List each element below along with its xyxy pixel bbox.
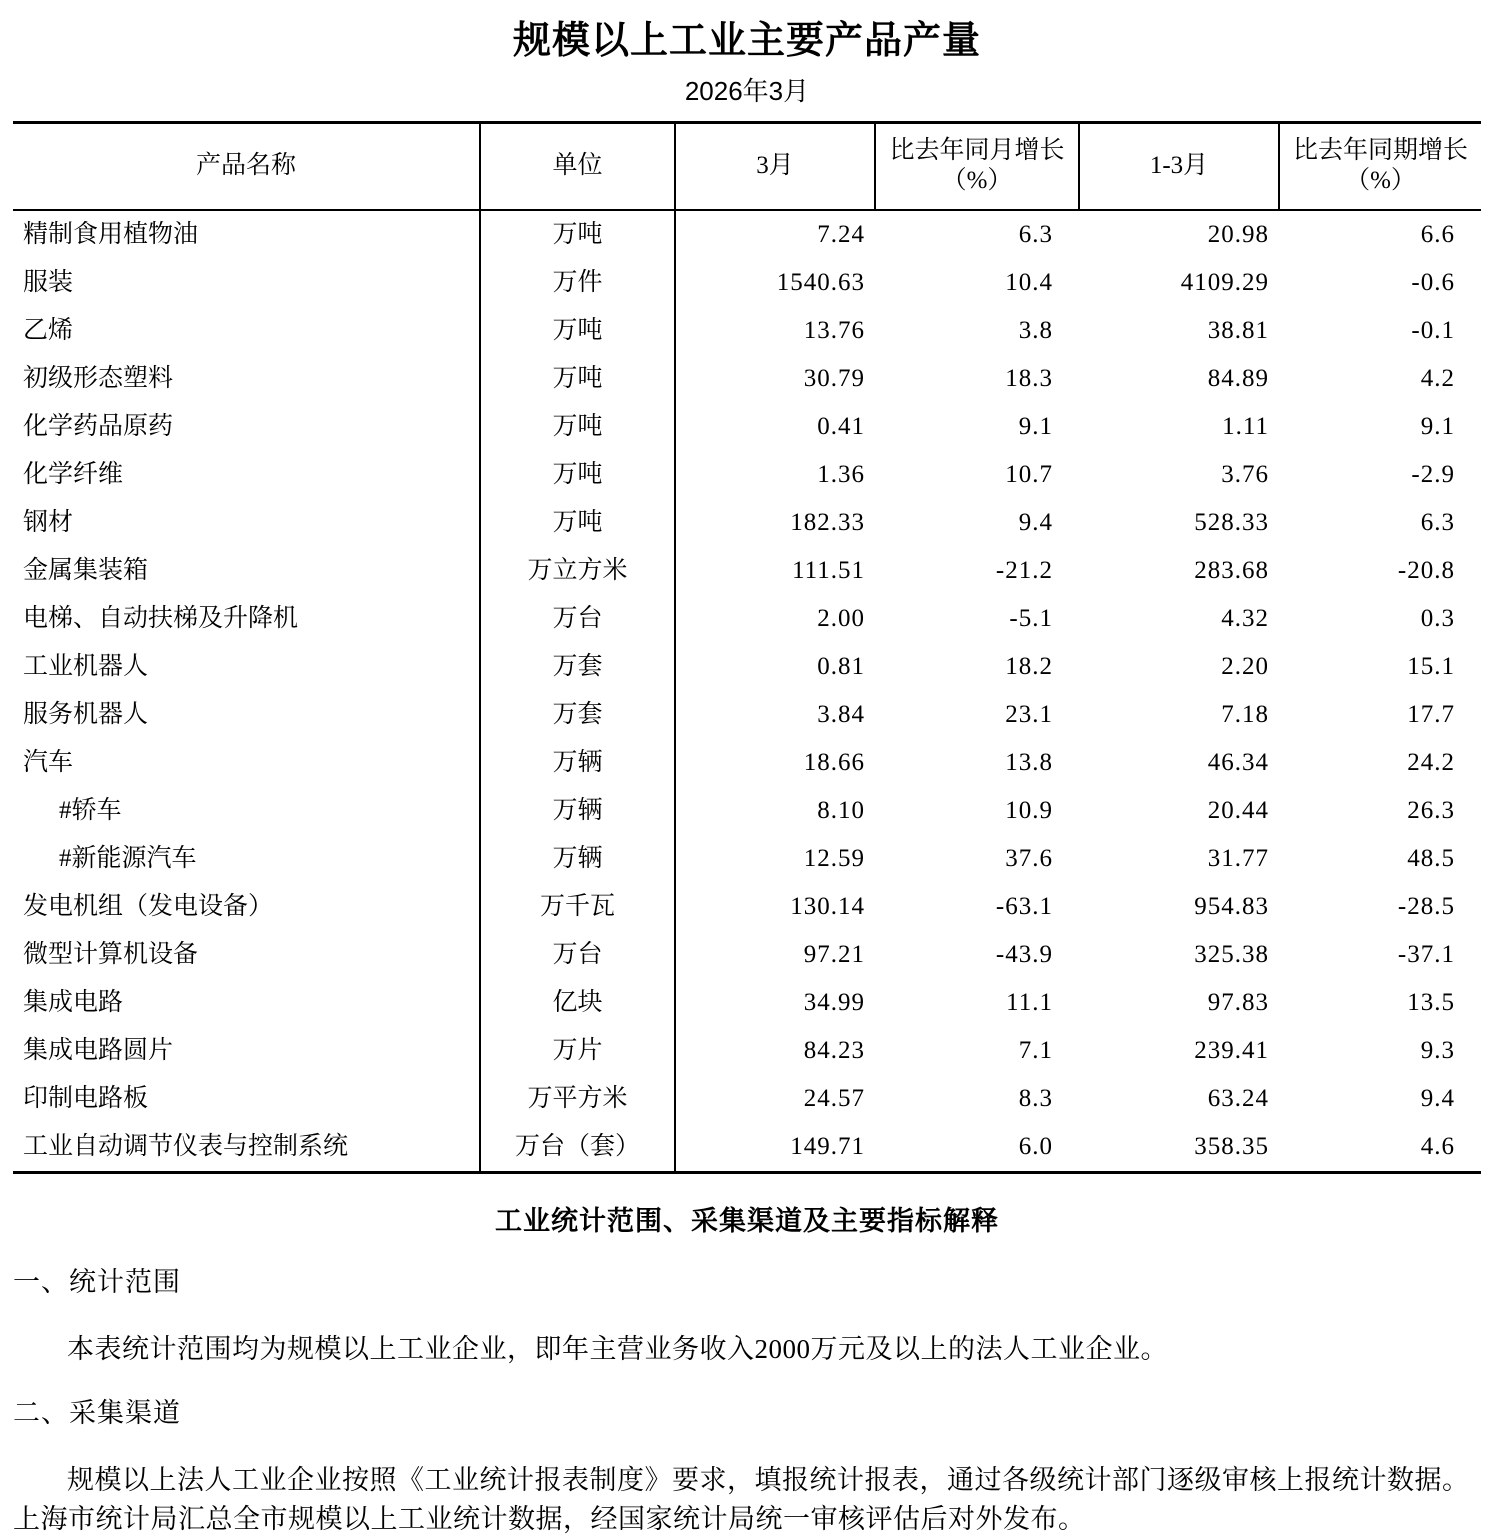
cell-product-name: 印制电路板 — [23, 1085, 149, 1113]
cell-cumulative-growth: -37.1 — [1397, 941, 1455, 969]
cell-cumulative-growth: 0.3 — [1420, 605, 1455, 633]
cell-cumulative-growth: -0.6 — [1411, 269, 1455, 297]
table-header-row — [13, 122, 1481, 210]
cell-unit: 亿块 — [480, 979, 675, 1027]
cell-month: 182.33 — [790, 509, 865, 537]
cell-unit: 万吨 — [480, 355, 675, 403]
table-row — [13, 547, 1481, 595]
table-body — [13, 210, 1481, 1173]
cell-unit: 万吨 — [480, 403, 675, 451]
notes-section2-body: 规模以上法人工业企业按照《工业统计报表制度》要求，填报统计报表，通过各级统计部门逐级审核上报统计数据。上海市统计局汇总全市规模以上工业统计数据，经国家统计局统一审核评估后对外发布。 — [13, 1465, 1470, 1534]
production-table-wrapper — [13, 121, 1481, 1174]
cell-cumulative-growth: -0.1 — [1411, 317, 1455, 345]
cell-product-name: 金属集装箱 — [23, 557, 149, 585]
cell-unit: 万千瓦 — [480, 883, 675, 931]
notes-section — [0, 1204, 1494, 1538]
cell-month-growth: 7.1 — [1018, 1037, 1053, 1065]
table-row — [13, 1027, 1481, 1075]
table-row — [13, 403, 1481, 451]
cell-cumulative: 528.33 — [1194, 509, 1269, 537]
cell-product-name: 化学纤维 — [23, 461, 124, 489]
table-row — [13, 979, 1481, 1027]
cell-cumulative-growth: -2.9 — [1411, 461, 1455, 489]
cell-month-growth: -21.2 — [995, 557, 1053, 585]
cell-month: 111.51 — [792, 557, 865, 585]
cell-month-growth: 10.9 — [1005, 797, 1053, 825]
cell-unit: 万辆 — [480, 835, 675, 883]
cell-cumulative-growth: 9.1 — [1420, 413, 1455, 441]
cell-month: 18.66 — [803, 749, 865, 777]
cell-product-name: 发电机组（发电设备） — [23, 893, 274, 921]
cell-cumulative-growth: 48.5 — [1407, 845, 1455, 873]
cell-month: 0.41 — [817, 413, 865, 441]
column-header-month-growth: 比去年同月增长（%） — [875, 122, 1079, 210]
cell-product-name: 服务机器人 — [23, 701, 149, 729]
cell-cumulative: 325.38 — [1194, 941, 1269, 969]
cell-unit: 万吨 — [480, 499, 675, 547]
cell-month: 1.36 — [817, 461, 865, 489]
cell-month-growth: 10.7 — [1005, 461, 1053, 489]
cell-unit: 万台（套） — [480, 1123, 675, 1173]
notes-title: 工业统计范围、采集渠道及主要指标解释 — [495, 1205, 999, 1236]
cell-cumulative-growth: 24.2 — [1407, 749, 1455, 777]
cell-month: 34.99 — [803, 989, 865, 1017]
table-row — [13, 739, 1481, 787]
cell-month: 84.23 — [803, 1037, 865, 1065]
cell-unit: 万吨 — [480, 451, 675, 499]
table-row — [13, 307, 1481, 355]
cell-cumulative: 239.41 — [1194, 1037, 1269, 1065]
cell-month: 24.57 — [803, 1085, 865, 1113]
cell-cumulative-growth: 9.4 — [1420, 1085, 1455, 1113]
cell-unit: 万辆 — [480, 787, 675, 835]
cell-unit: 万平方米 — [480, 1075, 675, 1123]
cell-unit: 万吨 — [480, 210, 675, 259]
cell-month-growth: 23.1 — [1005, 701, 1053, 729]
cell-product-name: 微型计算机设备 — [23, 941, 199, 969]
cell-month: 0.81 — [817, 653, 865, 681]
cell-cumulative: 63.24 — [1207, 1085, 1269, 1113]
cell-product-name: 乙烯 — [23, 317, 74, 345]
cell-unit: 万件 — [480, 259, 675, 307]
cell-cumulative-growth: 26.3 — [1407, 797, 1455, 825]
cell-month: 130.14 — [790, 893, 865, 921]
cell-month-growth: -5.1 — [1009, 605, 1053, 633]
cell-unit: 万台 — [480, 595, 675, 643]
cell-product-name: #新能源汽车 — [59, 845, 197, 873]
table-row — [13, 451, 1481, 499]
table-header — [13, 122, 1481, 210]
cell-month-growth: 11.1 — [1006, 989, 1053, 1017]
cell-cumulative-growth: 4.6 — [1279, 1123, 1481, 1173]
cell-month: 1540.63 — [776, 269, 865, 297]
production-table — [13, 121, 1481, 1174]
table-row — [13, 835, 1481, 883]
cell-cumulative: 2.20 — [1221, 653, 1269, 681]
cell-product-name: 工业机器人 — [23, 653, 149, 681]
column-header-cumulative-growth: 比去年同期增长（%） — [1279, 122, 1481, 210]
table-row — [13, 1123, 1481, 1173]
cell-unit: 万吨 — [480, 307, 675, 355]
table-row — [13, 259, 1481, 307]
column-header-name: 产品名称 — [13, 122, 480, 210]
cell-unit: 万片 — [480, 1027, 675, 1075]
table-row — [13, 355, 1481, 403]
cell-cumulative-growth: -20.8 — [1397, 557, 1455, 585]
cell-cumulative: 954.83 — [1194, 893, 1269, 921]
cell-cumulative: 20.98 — [1207, 221, 1269, 249]
cell-cumulative: 4109.29 — [1180, 269, 1269, 297]
table-row — [13, 883, 1481, 931]
cell-product-name: 初级形态塑料 — [23, 365, 174, 393]
cell-month: 8.10 — [817, 797, 865, 825]
cell-cumulative-growth: 6.6 — [1420, 221, 1455, 249]
cell-month: 97.21 — [803, 941, 865, 969]
table-row — [13, 1075, 1481, 1123]
column-header-cumulative: 1-3月 — [1079, 122, 1279, 210]
cell-product-name: 化学药品原药 — [23, 413, 174, 441]
cell-cumulative: 97.83 — [1207, 989, 1269, 1017]
cell-cumulative-growth: 13.5 — [1407, 989, 1455, 1017]
cell-month: 30.79 — [803, 365, 865, 393]
table-row — [13, 499, 1481, 547]
cell-cumulative: 4.32 — [1221, 605, 1269, 633]
page-title: 规模以上工业主要产品产量 — [512, 20, 981, 62]
cell-cumulative-growth: 4.2 — [1420, 365, 1455, 393]
cell-cumulative: 84.89 — [1207, 365, 1269, 393]
cell-cumulative-growth: 6.3 — [1420, 509, 1455, 537]
cell-cumulative-growth: 17.7 — [1407, 701, 1455, 729]
cell-product-name: 精制食用植物油 — [23, 221, 199, 249]
notes-section1-body: 本表统计范围均为规模以上工业企业，即年主营业务收入2000万元及以上的法人工业企业。 — [67, 1333, 1168, 1364]
column-header-unit: 单位 — [480, 122, 675, 210]
cell-cumulative: 31.77 — [1207, 845, 1269, 873]
cell-product-name: 集成电路圆片 — [23, 1037, 174, 1065]
cell-product-name: 电梯、自动扶梯及升降机 — [23, 605, 299, 633]
cell-month: 149.71 — [675, 1123, 875, 1173]
table-row — [13, 595, 1481, 643]
cell-cumulative: 38.81 — [1207, 317, 1269, 345]
cell-month: 13.76 — [803, 317, 865, 345]
cell-cumulative: 283.68 — [1194, 557, 1269, 585]
cell-cumulative: 46.34 — [1207, 749, 1269, 777]
cell-product-name: 工业自动调节仪表与控制系统 — [13, 1123, 480, 1173]
table-row — [13, 210, 1481, 259]
cell-cumulative: 7.18 — [1221, 701, 1269, 729]
cell-cumulative: 3.76 — [1221, 461, 1269, 489]
cell-unit: 万辆 — [480, 739, 675, 787]
column-header-month: 3月 — [675, 122, 875, 210]
cell-month-growth: 9.4 — [1018, 509, 1053, 537]
cell-month-growth: 18.2 — [1005, 653, 1053, 681]
notes-section1-heading: 一、统计范围 — [13, 1266, 181, 1297]
cell-product-name: 集成电路 — [23, 989, 124, 1017]
cell-month-growth: 6.0 — [875, 1123, 1079, 1173]
cell-unit: 万立方米 — [480, 547, 675, 595]
table-row — [13, 643, 1481, 691]
cell-cumulative: 1.11 — [1222, 413, 1269, 441]
cell-month-growth: 13.8 — [1005, 749, 1053, 777]
cell-month-growth: 9.1 — [1018, 413, 1053, 441]
cell-cumulative-growth: 9.3 — [1420, 1037, 1455, 1065]
cell-cumulative-growth: -28.5 — [1397, 893, 1455, 921]
cell-product-name: 汽车 — [23, 749, 74, 777]
cell-product-name: #轿车 — [59, 797, 122, 825]
table-row — [13, 787, 1481, 835]
table-row — [13, 931, 1481, 979]
cell-month-growth: 8.3 — [1018, 1085, 1053, 1113]
cell-unit: 万台 — [480, 931, 675, 979]
cell-month: 2.00 — [817, 605, 865, 633]
cell-cumulative-growth: 15.1 — [1407, 653, 1455, 681]
cell-month-growth: -43.9 — [995, 941, 1053, 969]
cell-month-growth: -63.1 — [995, 893, 1053, 921]
cell-month: 12.59 — [803, 845, 865, 873]
table-row — [13, 691, 1481, 739]
cell-month-growth: 37.6 — [1005, 845, 1053, 873]
cell-unit: 万套 — [480, 643, 675, 691]
notes-section2-heading: 二、采集渠道 — [13, 1398, 181, 1429]
cell-month-growth: 3.8 — [1018, 317, 1053, 345]
cell-unit: 万套 — [480, 691, 675, 739]
cell-month-growth: 18.3 — [1005, 365, 1053, 393]
cell-month: 7.24 — [817, 221, 865, 249]
cell-product-name: 钢材 — [23, 509, 74, 537]
cell-month: 3.84 — [817, 701, 865, 729]
cell-product-name: 服装 — [23, 269, 74, 297]
cell-month-growth: 6.3 — [1018, 221, 1053, 249]
cell-cumulative: 358.35 — [1079, 1123, 1279, 1173]
page-subtitle: 2026年3月 — [684, 75, 810, 106]
cell-month-growth: 10.4 — [1005, 269, 1053, 297]
cell-cumulative: 20.44 — [1207, 797, 1269, 825]
